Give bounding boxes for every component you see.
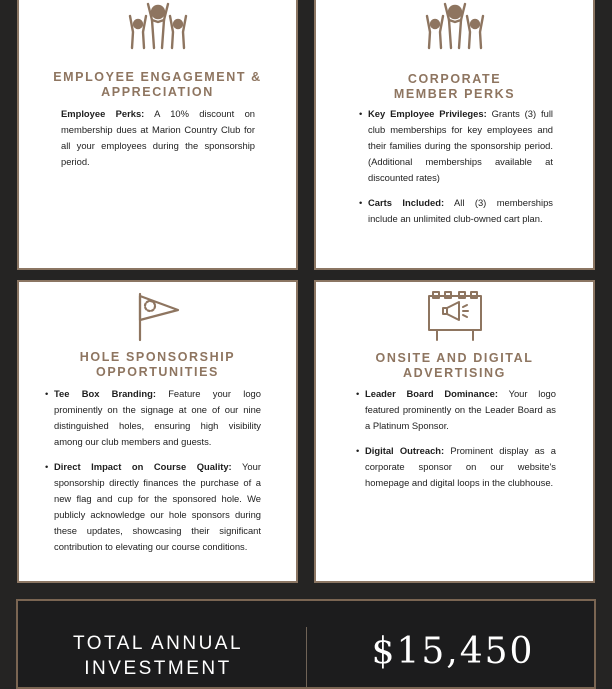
list-item: • Carts Included: All (3) memberships include an unlimited club-owned cart plan. xyxy=(359,195,553,227)
card-paragraph: Employee Perks: A 10% discount on membership dues at Marion Country Club for all your employees during the sponsorship period. xyxy=(61,108,255,167)
list-item: • Key Employee Privileges: Grants (3) full club memberships for key employees and their families during the sponsorship period. (Additional memberships available at discounted rates) xyxy=(359,106,553,186)
card-title: CORPORATE MEMBER PERKS xyxy=(393,72,516,101)
card-title: HOLE SPONSORSHIP OPPORTUNITIES xyxy=(79,350,236,379)
card-hole-sponsorship xyxy=(17,280,298,583)
list-item: • Leader Board Dominance: Your logo featured prominently on the Leader Board as a Platinum Sponsor. xyxy=(356,386,556,434)
card-title: EMPLOYEE ENGAGEMENT & APPRECIATION xyxy=(53,70,262,99)
total-investment-panel xyxy=(16,599,596,689)
card-onsite-digital-advertising xyxy=(314,280,595,583)
card-title: ONSITE AND DIGITAL ADVERTISING xyxy=(375,351,534,380)
celebrating-people-icon xyxy=(126,0,190,50)
bullet-list xyxy=(359,106,553,236)
total-amount: $15,450 xyxy=(371,631,535,672)
list-item: • Direct Impact on Course Quality: Your sponsorship directly finances the purchase of a new flag and cup for the sponsored hole. We publicly acknowledge our hole sponsors during these updates, showcasing their significant contribution to elevating our course conditions. xyxy=(45,459,261,555)
bullet-list xyxy=(356,386,556,500)
celebrating-people-icon xyxy=(423,0,487,50)
billboard-megaphone-icon xyxy=(425,290,485,342)
golf-flag-icon xyxy=(132,290,184,342)
list-item: • Digital Outreach: Prominent display as a corporate sponsor on our website's homepage and digital loops in the clubhouse. xyxy=(356,443,556,491)
list-item: • Tee Box Branding: Feature your logo prominently on the signage at one of our nine distinguished holes, ensuring high visibility among our club members and guests. xyxy=(45,386,261,450)
card-corporate-member-perks xyxy=(314,0,595,270)
bullet-list xyxy=(45,386,261,564)
total-label: TOTAL ANNUAL INVESTMENT xyxy=(72,633,244,679)
divider xyxy=(306,627,307,687)
card-employee-engagement xyxy=(17,0,298,270)
